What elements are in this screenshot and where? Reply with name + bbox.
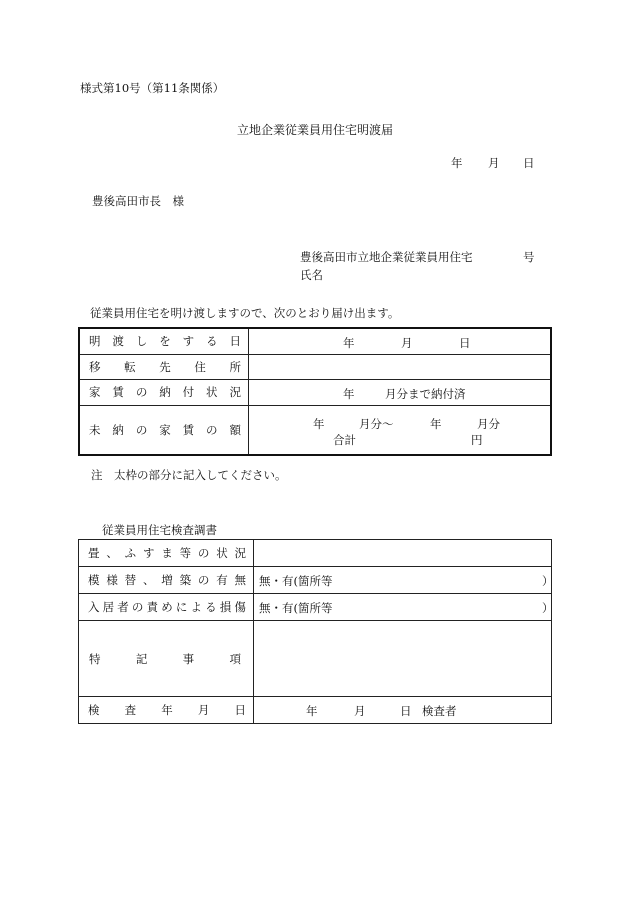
label-tatami-status: 畳 、 ふ す ま 等 の 状 況 (88, 546, 246, 560)
inspector-label: 検査者 (422, 704, 457, 718)
damage-close-paren: ） (542, 601, 554, 615)
label-tenant-damage: 入 居 者 の 責 め に よ る 損 傷 (88, 600, 246, 614)
label-inspection-date: 検 査 年 月 日 (88, 703, 246, 717)
date-day: 日 (523, 156, 535, 170)
move-out-day: 日 (459, 336, 471, 350)
table-row (79, 540, 552, 567)
label-unpaid-rent: 未 納 の 家 賃 の 額 (89, 422, 241, 437)
unpaid-from-month: 月分～ (359, 416, 394, 431)
applicant-name-label: 氏名 (300, 268, 323, 282)
inspection-table (78, 539, 552, 724)
unpaid-to-year: 年 (430, 416, 442, 431)
remodel-field[interactable] (254, 567, 552, 594)
tenant-damage-field[interactable] (254, 594, 552, 621)
remodel-close-paren: ） (542, 574, 554, 588)
housing-name: 豊後高田市立地企業従業員用住宅 (300, 250, 473, 264)
document-title: 立地企業従業員用住宅明渡届 (236, 123, 393, 137)
inspection-month: 月 (354, 704, 366, 718)
move-out-date-field[interactable] (249, 328, 552, 354)
row-label (79, 621, 254, 697)
special-notes-field[interactable] (254, 621, 552, 697)
label-new-address: 移 転 先 住 所 (89, 359, 241, 374)
table-row (79, 354, 551, 379)
move-out-year: 年 (343, 336, 355, 350)
tatami-status-field[interactable] (254, 540, 552, 567)
row-label (79, 379, 249, 405)
addressee: 豊後高田市長 様 (92, 194, 184, 208)
label-move-out-date: 明 渡 し を す る 日 (89, 334, 241, 349)
rent-paid-year: 年 (343, 386, 355, 401)
move-out-month: 月 (401, 336, 413, 350)
row-label (79, 328, 249, 354)
rent-paid-status: 月分まで納付済 (385, 386, 466, 401)
remodel-value: 無・有(箇所等 (259, 574, 333, 588)
main-table (78, 327, 552, 456)
row-label (79, 540, 254, 567)
unpaid-yen: 円 (471, 432, 483, 447)
date-year: 年 (451, 156, 463, 170)
unpaid-total-label: 合計 (333, 432, 356, 447)
inspection-year: 年 (306, 704, 318, 718)
table-row (79, 621, 552, 697)
row-label (79, 594, 254, 621)
table-row (79, 567, 552, 594)
form-number: 様式第10号（第11条関係） (80, 81, 225, 95)
row-label (79, 567, 254, 594)
new-address-field[interactable] (249, 354, 552, 379)
label-remodel: 模 様 替 、 増 築 の 有 無 (88, 573, 246, 587)
row-label (79, 354, 249, 379)
table-row (79, 697, 552, 724)
note-text: 注 太枠の部分に記入してください。 (91, 468, 287, 482)
table-row (79, 405, 551, 455)
housing-number-suffix: 号 (523, 250, 535, 264)
table-row (79, 594, 552, 621)
row-label (79, 697, 254, 724)
label-special-notes: 特 記 事 項 (89, 651, 241, 666)
row-label (79, 405, 249, 455)
intro-text: 従業員用住宅を明け渡しますので、次のとおり届け出ます。 (90, 306, 400, 320)
unpaid-to-month: 月分 (477, 416, 500, 431)
inspection-title: 従業員用住宅検査調書 (102, 523, 217, 537)
unpaid-rent-field[interactable] (249, 405, 552, 455)
table-row (79, 379, 551, 405)
rent-status-field[interactable] (249, 379, 552, 405)
inspection-day: 日 (400, 704, 412, 718)
unpaid-from-year: 年 (313, 416, 325, 431)
inspection-date-field[interactable] (254, 697, 552, 724)
damage-value: 無・有(箇所等 (259, 601, 333, 615)
label-rent-status: 家 賃 の 納 付 状 況 (89, 385, 241, 399)
date-month: 月 (488, 156, 500, 170)
table-row (79, 328, 551, 354)
